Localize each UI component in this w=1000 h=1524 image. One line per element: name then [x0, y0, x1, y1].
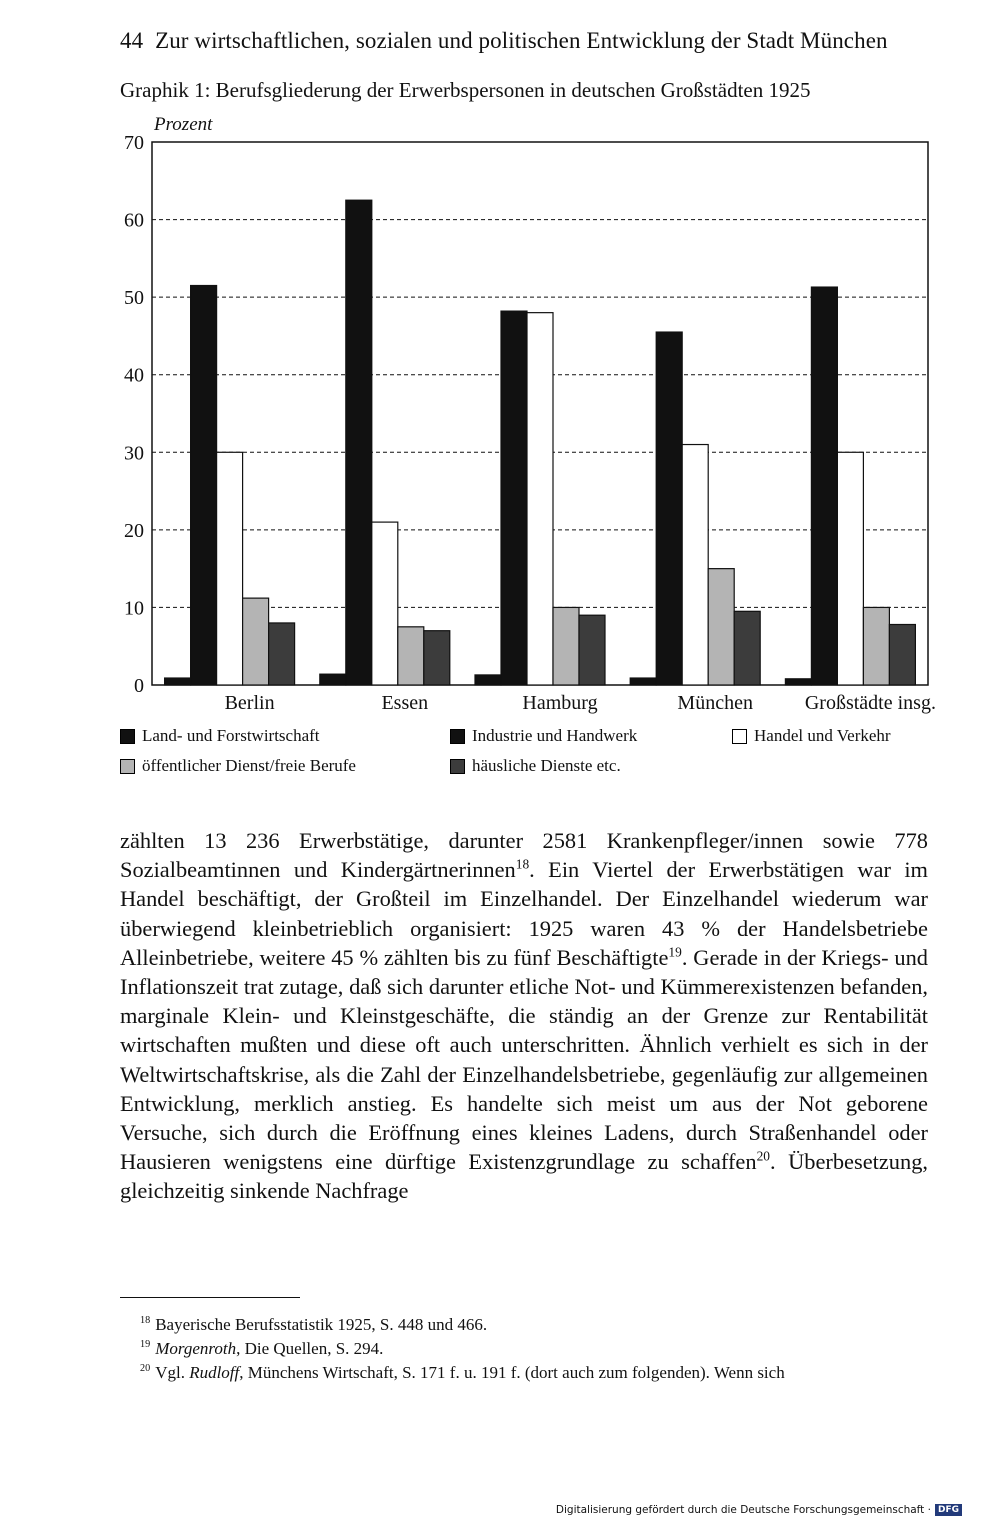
bar: [372, 522, 398, 685]
legend-swatch-handel: [732, 729, 747, 744]
body-text-1: zählten 13 236 Erwerbstätige, darunter 2581 Krankenpfleger/innen sowie 778 Sozialbeamtinnen und Kindergärtnerinnen: [120, 828, 928, 883]
bar: [734, 611, 760, 685]
digitization-text: Digitalisierung gefördert durch die Deutsche Forschungsgemeinschaft ·: [555, 1504, 931, 1516]
y-tick-label: 50: [124, 287, 144, 310]
bar: [424, 631, 450, 685]
bar: [475, 675, 501, 685]
legend-label-industrie: Industrie und Handwerk: [472, 726, 638, 745]
legend-item-land: [120, 726, 320, 746]
body-text-4: . Überbesetzung, gleichzeitig sinkende Nachfrage: [120, 1149, 928, 1204]
footnote-ref-19[interactable]: 19: [668, 944, 682, 960]
y-tick-label: 10: [124, 597, 144, 620]
bar: [708, 569, 734, 685]
bar: [501, 311, 527, 685]
footnote-ref-18[interactable]: 18: [515, 856, 530, 872]
footnote-separator: [120, 1297, 300, 1298]
bar: [346, 200, 372, 685]
y-tick-label: 0: [134, 675, 144, 697]
y-tick-label: 30: [124, 442, 144, 465]
bar: [656, 332, 682, 685]
footnote-number: 18: [140, 1315, 151, 1327]
x-tick-label: München: [677, 692, 753, 714]
page-number: 44: [120, 28, 144, 53]
legend-item-haeuslich: [450, 756, 621, 776]
y-tick-label: 40: [124, 364, 144, 387]
footnote-author: Morgenroth: [155, 1339, 237, 1358]
footnote-19: [140, 1337, 930, 1361]
legend-swatch-land: [120, 729, 135, 744]
legend-swatch-industrie: [450, 729, 465, 744]
legend-swatch-oeffentlich: [120, 759, 135, 774]
bar: [165, 678, 191, 685]
chart-title: Graphik 1: Berufsgliederung der Erwerbspersonen in deutschen Großstädten 1925: [120, 78, 811, 102]
x-tick-label: Essen: [381, 692, 429, 714]
body-text-2: . Ein Viertel der Erwerbstätigen war im Handel beschäftigt, der Großteil im Einzelhandel. Der Einzelhandel wiederum war überwiegend kleinbetrieblich organisiert: 1925 waren 43 % der Handelsbetriebe Alleinbetriebe, weitere 45 % zählten bis zu fünf Beschäftigte: [120, 857, 928, 970]
footnote-text: Vgl.: [155, 1363, 190, 1382]
footnote-number: 20: [140, 1363, 151, 1375]
footnote-number: 19: [140, 1339, 151, 1351]
bar: [579, 615, 605, 685]
legend-swatch-haeuslich: [450, 759, 465, 774]
footnote-text: , Die Quellen, S. 294.: [236, 1339, 384, 1358]
legend-label-oeffentlich: öffentlicher Dienst/freie Berufe: [142, 756, 356, 775]
x-tick-label: Hamburg: [522, 692, 598, 714]
footnote-ref-20[interactable]: 20: [756, 1148, 771, 1164]
legend-label-handel: Handel und Verkehr: [754, 726, 891, 745]
footnote-text: , Münchens Wirtschaft, S. 171 f. u. 191 f. (dort auch zum folgenden). Wenn sich: [239, 1363, 785, 1382]
bar: [837, 452, 863, 685]
dfg-logo: DFG: [935, 1504, 962, 1516]
bar: [863, 607, 889, 685]
legend-item-oeffentlich: [120, 756, 356, 776]
body-text-3: . Gerade in der Kriegs- und Inflationszeit trat zutage, daß sich darunter etliche Not- und Kümmerexistenzen befanden, marginale Klein- und Kleinstgeschäfte, die ständig an der Grenze zur Rentabilität wirtschaften mußten und diese oft auch unterschritten. Ähnlich verhielt es sich in der Weltwirtschaftskrise, als die Zahl der Einzelhandelsbetriebe, gegenläufig zur allgemeinen Entwicklung, merklich anstieg. Es handelte sich meist um aus der Not geborene Versuche, sich durch die Eröffnung eines kleines Ladens, durch Straßenhandel oder Hausieren wenigstens eine dürftige Existenzgrundlage zu schaffen: [120, 944, 928, 1175]
footnote-author: Rudloff: [189, 1363, 240, 1382]
bar: [553, 607, 579, 685]
bar: [630, 678, 656, 685]
y-tick-label: 60: [124, 209, 144, 232]
bar: [811, 287, 837, 685]
bar: [243, 598, 269, 685]
bar: [320, 674, 346, 685]
bar: [398, 627, 424, 685]
y-tick-label: 20: [124, 519, 144, 542]
footnotes: [140, 1313, 930, 1385]
y-tick-label: 70: [124, 132, 144, 154]
bar: [785, 679, 811, 685]
bar: [217, 452, 243, 685]
x-tick-label: Großstädte insg.: [804, 692, 936, 714]
legend-label-haeuslich: häusliche Dienste etc.: [472, 756, 621, 775]
footnote-text: Bayerische Berufsstatistik 1925, S. 448 und 466.: [155, 1315, 488, 1334]
legend-label-land: Land- und Forstwirtschaft: [142, 726, 320, 745]
bar: [269, 623, 295, 685]
bar-chart: [110, 112, 940, 717]
x-tick-label: Berlin: [224, 692, 275, 714]
digitization-note: [556, 1504, 962, 1516]
legend-item-handel: [732, 726, 891, 746]
bar: [889, 624, 915, 685]
body-paragraph: [120, 826, 928, 1206]
y-axis-label: Prozent: [154, 114, 213, 135]
footnote-20: [140, 1361, 930, 1385]
bar: [527, 313, 553, 685]
bar: [682, 445, 708, 685]
legend-item-industrie: [450, 726, 637, 746]
running-header: [120, 28, 930, 54]
bar: [191, 286, 217, 685]
footnote-18: [140, 1313, 930, 1337]
running-title: Zur wirtschaftlichen, sozialen und politischen Entwicklung der Stadt München: [155, 28, 888, 53]
